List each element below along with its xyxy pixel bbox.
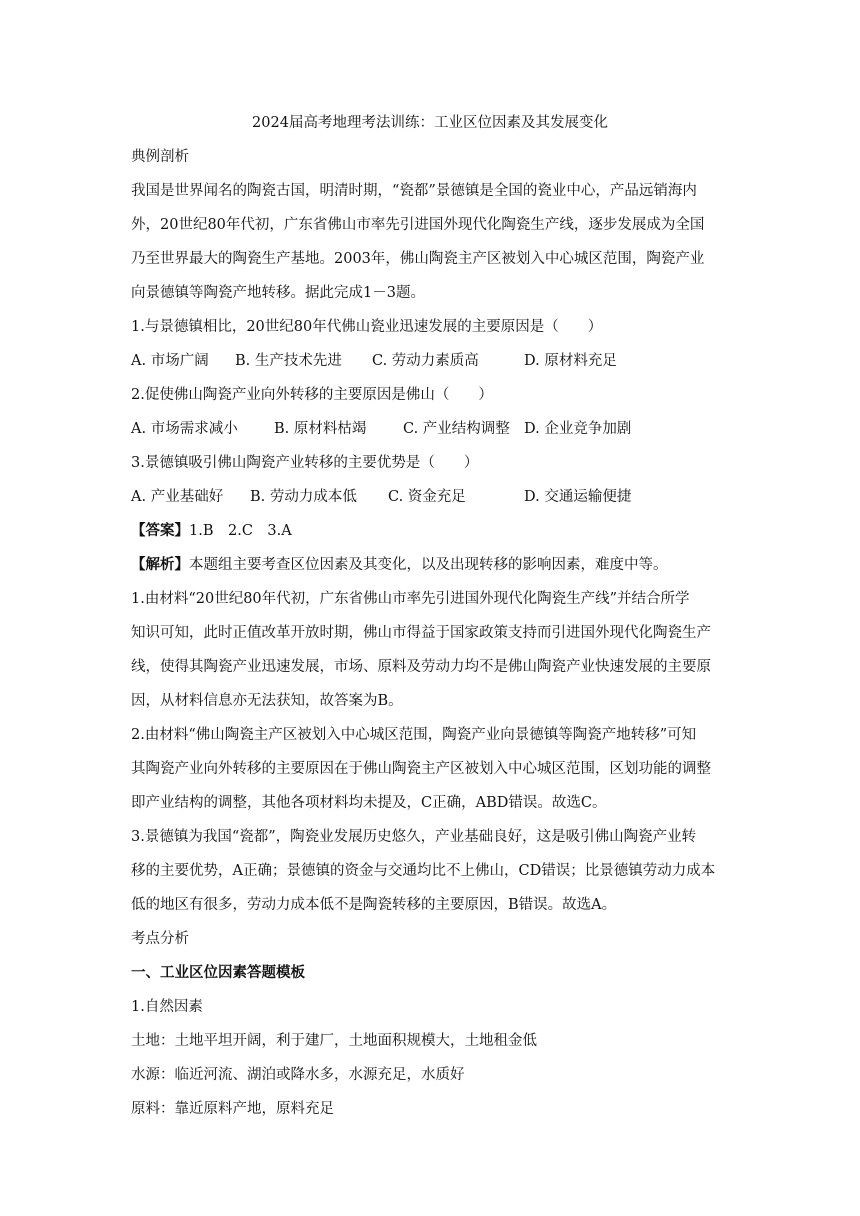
- option-a: A. 市场广阔: [131, 353, 209, 369]
- factor-item: 水源：临近河流、湖泊或降水多，水源充足，水质好: [131, 1067, 465, 1083]
- material-line: 向景德镇等陶瓷产地转移。据此完成1－3题。: [131, 285, 425, 301]
- analysis-line: 其陶瓷产业向外转移的主要原因在于佛山陶瓷主产区被划入中心城区范围，区划功能的调整: [131, 761, 711, 777]
- analysis-line: 3.景德镇为我国“瓷都”，陶瓷业发展历史悠久，产业基础良好，这是吸引佛山陶瓷产业转: [131, 829, 697, 845]
- question-stem: 2.促使佛山陶瓷产业向外转移的主要原因是佛山（ ）: [131, 387, 493, 403]
- analysis-intro: 本题组主要考查区位因素及其变化，以及出现转移的影响因素，难度中等。: [189, 557, 668, 573]
- analysis-line: 因，从材料信息亦无法获知，故答案为B。: [131, 693, 403, 709]
- answer-line: [131, 520, 292, 542]
- analysis-line: 线，使得其陶瓷产业迅速发展，市场、原料及劳动力均不是佛山陶瓷产业快速发展的主要原: [131, 659, 711, 675]
- section-heading-analysis: 考点分析: [131, 931, 189, 947]
- material-line: 乃至世界最大的陶瓷生产基地。2003年，佛山陶瓷主产区被划入中心城区范围，陶瓷产业: [131, 251, 705, 267]
- analysis-intro-line: [131, 554, 668, 576]
- answer-text: 1.B 2.C 3.A: [189, 523, 292, 539]
- option-c: C. 产业结构调整: [403, 421, 510, 437]
- analysis-line: 低的地区有很多，劳动力成本低不是陶瓷转移的主要原因，B错误。故选A。: [131, 897, 617, 913]
- option-b: B. 劳动力成本低: [250, 489, 357, 505]
- analysis-label: 【解析】: [131, 557, 189, 573]
- template-heading: 一、工业区位因素答题模板: [131, 965, 305, 981]
- factor-item: 原料：靠近原料产地，原料充足: [131, 1101, 334, 1117]
- option-d: D. 企业竞争加剧: [524, 421, 632, 437]
- natural-factors-heading: 1.自然因素: [131, 999, 203, 1015]
- document-title: 2024届高考地理考法训练：工业区位因素及其发展变化: [252, 115, 608, 131]
- option-c: C. 资金充足: [388, 489, 466, 505]
- option-b: B. 生产技术先进: [235, 353, 342, 369]
- analysis-line: 2.由材料“佛山陶瓷主产区被划入中心城区范围，陶瓷产业向景德镇等陶瓷产地转移”可知: [131, 727, 697, 743]
- option-d: D. 原材料充足: [524, 353, 617, 369]
- question-stem: 1.与景德镇相比，20世纪80年代佛山瓷业迅速发展的主要原因是（ ）: [131, 319, 603, 335]
- section-heading-example: 典例剖析: [131, 149, 189, 165]
- answer-label: 【答案】: [131, 523, 189, 539]
- analysis-line: 移的主要优势，A正确；景德镇的资金与交通均比不上佛山，CD错误；比景德镇劳动力成本: [131, 863, 716, 879]
- analysis-line: 知识可知，此时正值改革开放时期，佛山市得益于国家政策支持而引进国外现代化陶瓷生产: [131, 625, 711, 641]
- question-stem: 3.景德镇吸引佛山陶瓷产业转移的主要优势是（ ）: [131, 455, 479, 471]
- analysis-line: 即产业结构的调整，其他各项材料均未提及，C正确，ABD错误。故选C。: [131, 795, 607, 811]
- material-line: 外，20世纪80年代初，广东省佛山市率先引进国外现代化陶瓷生产线，逐步发展成为全国: [131, 217, 705, 233]
- option-a: A. 市场需求减小: [131, 421, 238, 437]
- option-d: D. 交通运输便捷: [524, 489, 632, 505]
- option-a: A. 产业基础好: [131, 489, 224, 505]
- option-b: B. 原材料枯竭: [274, 421, 367, 437]
- factor-item: 土地：土地平坦开阔，利于建厂，土地面积规模大，土地租金低: [131, 1033, 537, 1049]
- material-line: 我国是世界闻名的陶瓷古国，明清时期，“瓷都”景德镇是全国的瓷业中心，产品远销海内: [131, 183, 697, 199]
- option-c: C. 劳动力素质高: [372, 353, 479, 369]
- analysis-line: 1.由材料“20世纪80年代初，广东省佛山市率先引进国外现代化陶瓷生产线”并结合所学: [131, 591, 690, 607]
